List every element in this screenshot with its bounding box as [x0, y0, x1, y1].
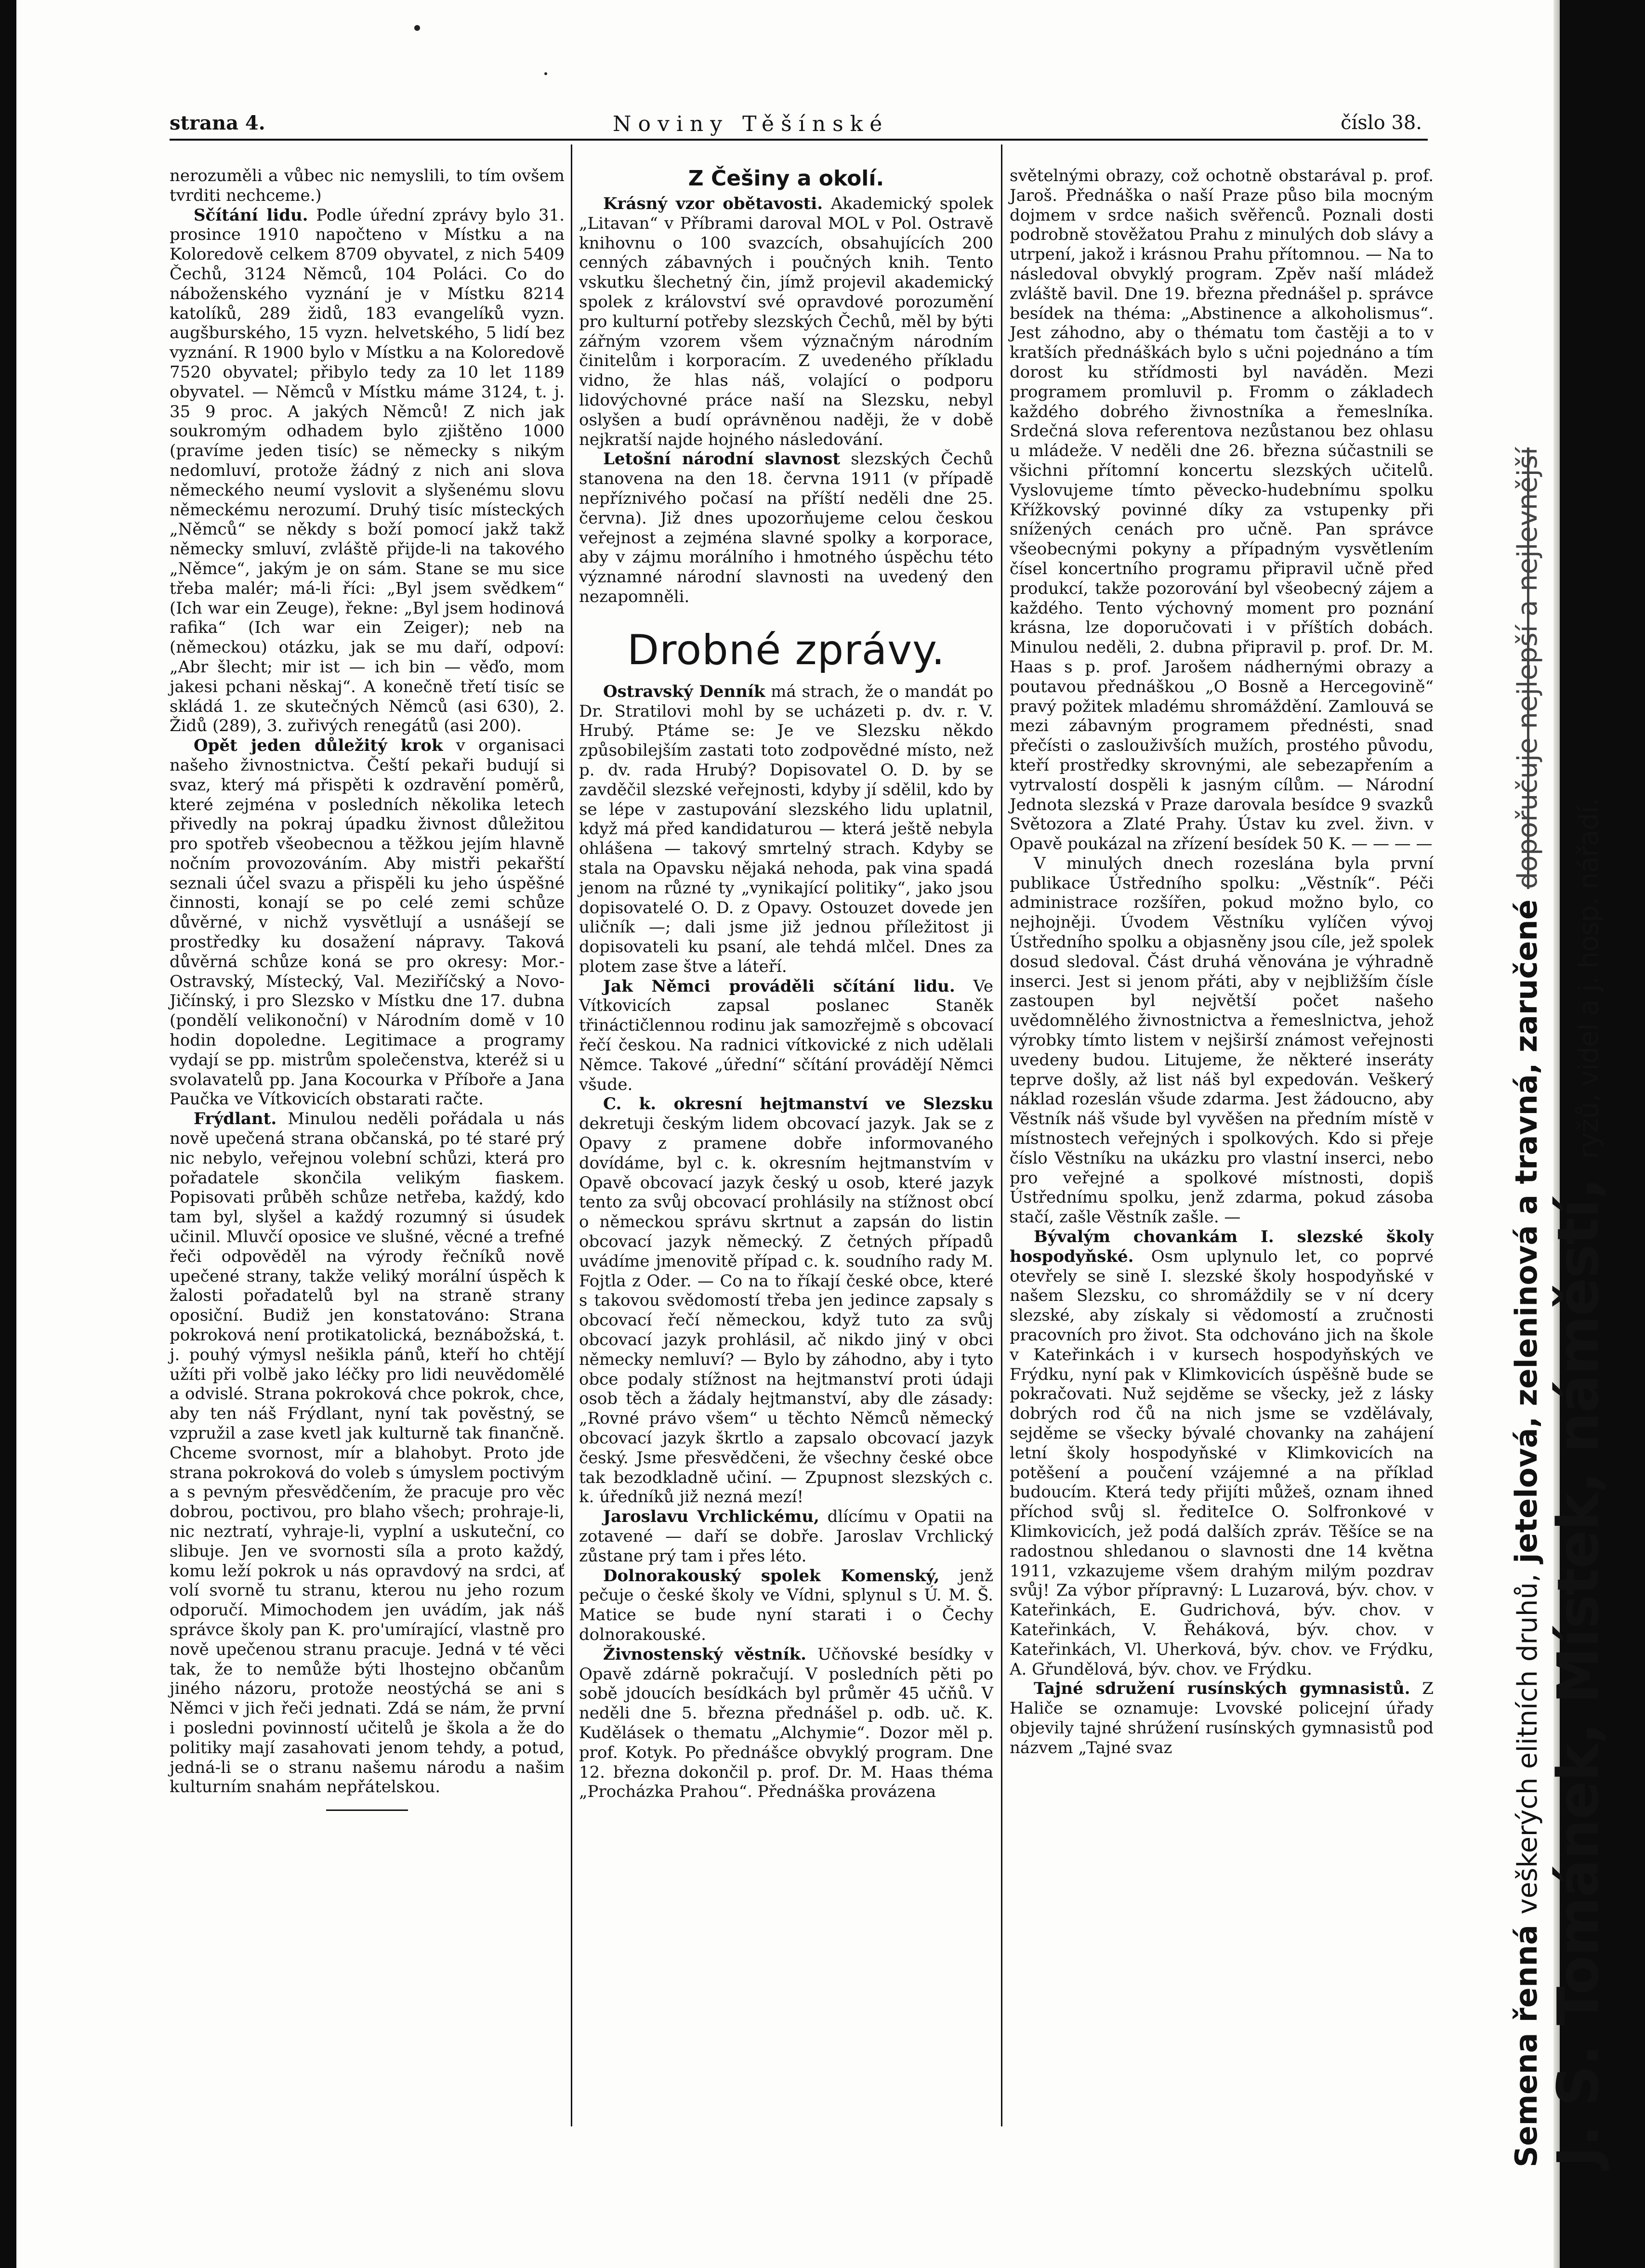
newspaper-title: Noviny Těšínské — [613, 112, 889, 136]
article-heading: Bývalým chovankám I. slezské školy hospodyňské. — [1010, 1227, 1434, 1266]
section-title-drobne-zpravy: Drobné zprávy. — [627, 626, 946, 674]
print-speck — [414, 25, 420, 31]
column-2 — [579, 166, 993, 1802]
column-divider-1 — [571, 144, 572, 2126]
column-divider-2 — [1001, 144, 1002, 2126]
article-paragraph: Tajné sdružení rusínských gymnasistů. Z Haliče se oznamuje: Lvovské policejní úřady objevily tajné shrúžení rusínských gymnasistů pod názvem „Tajné svaz — [1010, 1679, 1434, 1757]
article-paragraph: světelnými obrazy, což ochotně obstarával p. prof. Jaroš. Přednáška o naší Praze půso bila mocným dojmem v srdce našich svěřenců. Poznali dosti podrobně stověžatou Prahu z minulých dob slávy a utrpení, jakož i krásnou Prahu přítomnou. — Na to následoval obvyklý program. Zpěv naší mládež zvláště bavil. Dne 19. března přednášel p. správce besídek na théma: „Abstinence a alkoholismus“. Jest záhodno, aby o thématu tom častěji a to v kratších přednáškách bylo s učni pojednáno a tím dorost ku střídmosti byl naváděn. Mezi programem promluvil p. Fromm o základech každého dobrého živnostníka a řemeslníka. Srdečná slova referentova nezůstanou bez ohlasu u mládeže. V neděli dne 26. března súčastnili se všichni přítomní koncertu slezských učitelů. Vyslovujeme tímto pěvecko-hudebnímu spolku Křížkovský povinné díky za vstupenky při snížených cenách pro učně. Pan správce všeobecnými pokyny a případným vysvětlením čísel koncertního programu připravil učně před produkcí, takže pozorování byl všeobecný zájem a každého. Tento výchovný moment pro poznání krásna, lze doporučovati i v příštích dobách. Minulou neděli, 2. dubna připravil p. prof. Dr. M. Haas s p. prof. Jarošem nádhernými obrazy a poutavou přednáškou „O Bosně a Hercegovině“ pravý požitek mladému shromáždění. Zamlouvá se mezi zábavným programem přednésti, snad přečísti o zaslouživších mužích, prostého původu, kteří prostředky skrovnými, ale sebezapřením a vytrvalostí dospěli k jasným cílům. — Národní Jednota slezská v Praze darovala besídce 9 svazků Světozora a Zlaté Prahy. Ústav ku zvel. živn. v Opavě poukázal na zřízení besídek 50 K. — — — — — [1010, 166, 1434, 854]
article-paragraph: Jak Němci prováděli sčítání lidu. Ve Vítkovicích zapsal poslanec Staněk třináctičlennou rodinu jak samozřejmě s obcovací řečí českou. Na radnici vítkovické z nich udělali Němce. Takové „úřední“ sčítání provádějí Němci všude. — [579, 976, 993, 1094]
header-rule — [170, 139, 1428, 141]
article-heading: Živnostenský věstník. — [603, 1644, 807, 1664]
issue-number: číslo 38. — [1341, 112, 1422, 134]
article-heading: Jaroslavu Vrchlickému, — [603, 1507, 819, 1527]
article-end-rule — [326, 1809, 408, 1811]
article-heading: Opět jeden důležitý krok — [194, 736, 443, 756]
article-paragraph: Jaroslavu Vrchlickému, dlícímu v Opatii na zotavené — daří se dobře. Jaroslav Vrchlický zůstane prý tam i přes léto. — [579, 1507, 994, 1566]
article-paragraph: Dolnorakouský spolek Komenský, jenž pečuje o české školy ve Vídni, splynul s Ú. M. Š. Matice se bude nyní starati i o Čechy dolnorakouské. — [579, 1566, 993, 1644]
ad-faded-text: dopořučuje nejlepší a nejlevnější — [1512, 447, 1543, 889]
page-number: strana 4. — [170, 112, 265, 134]
article-heading: Frýdlant. — [194, 1109, 277, 1129]
article-paragraph: V minulých dnech rozeslána byla první publikace Ústředního spolku: „Věstník“. Péči administrace rozšířen, pokud možno bylo, co nejhojněji. Úvodem Věstníku vylíčen vývoj Ústředního spolku a objasněny jsou cíle, jež spolek dosud sledoval. Část druhá věnována je výhradně inserci. Jest si jenom přáti, aby v nejbližším čísle zastoupen byl největší počet našeho uvědomnělého živnostnictva a řemeslnictva, jehož výrobky tímto listem v nejširší známost veřejnosti uvedeny budou. Litujeme, že některé inseráty teprve došly, až list náš byl expedován. Veškerý náklad rozeslán všude zdarma. Jest žádoucno, aby Věstník náš všude byl vyvěšen na předním místě v místnostech veřejných i spolkových. Kdo si přeje číslo Věstníku na ukázku pro vlastní inserci, nebo pro veřejné a spolkové místnosti, dopiš Ústřednímu spolku, jenž zdarma, pokud zásoba stačí, zašle Věstník zašle. — — [1010, 853, 1434, 1227]
article-paragraph: Ostravský Denník má strach, že o mandát po Dr. Stratilovi mohl by se ucházeti p. dv. r. V. Hrubý. Ptáme se: Je ve Slezsku někdo způsobilejším zastati toto zodpovědné místo, než p. dv. rada Hrubý? Dopisovatel O. D. by se zavděčil slezské veřejnosti, kdyby jí sdělil, kdo by se lépe v zastupování slezského lidu uplatnil, když má před kandidaturou — která ještě nebyla ohlášena — takový smrtelný strach. Kdyby se stala na Opavsku nějaká nehoda, pak vina spadá jenom na různé ty „vynikající politiky“, jako jsou dopisovatelé O. D. z Opavy. Ostouzet dovede jen uličník —; dali jsme již jednou příležitost ji dopisovateli ku psaní, ale tehdá mlčel. Dnes za plotem zase štve a láteří. — [579, 682, 994, 976]
article-paragraph: C. k. okresní hejtmanství ve Slezsku dekretuji českým lidem obcovací jazyk. Jak se z Opavy z pramene dobře informovaného dovídáme, byl c. k. okresním hejtmanstvím v Opavě obcovací jazyk český u osob, které jazyk tento za svůj obcovací prohlásily na stížnost obcí o německou správu skrtnut a zapsán do listin obcovací jazyk německý. Z četných případů uvádíme jmenovitě případ c. k. soudního rady M. Fojtla z Oder. — Co na to říkají české obce, které s takovou svědomostí třeba jen jedince zapsaly s obcovací řečí německou, když tuto za svůj obcovací jazyk prohlásil, ač nikdo jiný v obci německy nemluví? — Bylo by záhodno, aby i tyto obce podaly stížnost na hejtmanství proti údaji osob těch a žádaly hejtmanství, aby dle zásady: „Rovné právo všem“ u těchto Němců německý obcovací jazyk škrtlo a zapsalo obcovací jazyk český. Jsme přesvědčeni, že všechny české obce tak bezodkladně učiní. — Zpupnost slezských c. k. úředníků již nezná mezí! — [579, 1094, 993, 1507]
column-1 — [170, 166, 565, 1811]
article-paragraph: Opět jeden důležitý krok v organisaci našeho živnostnictva. Čeští pekaři budují si svaz, který má přispěti k ozdravění poměrů, které zejména v posledních několika letech přivedly na pokraj úpadku živnost důležitou pro spotřeb všeobecnou a těžkou jejím hlavně nočním provozováním. Aby mistři pekařští seznali účel svazu a přispěli ku jeho úspěšné činnosti, konají se po celé zemi schůze důvěrné, v nichž vysvětlují a usnášejí se prostředky ku dosažení nápravy. Taková důvěrná schůze koná se pro okresy: Mor.-Ostravský, Místecký, Val. Meziříčský a Novo-Jičínský, i pro Slezsko v Místku dne 17. dubna (pondělí velikonoční) v Národním domě v 10 hodin dopoledne. Legitimace a programy vydají se pp. mistrům společenstva, kteréž si u svolavatelů pp. Jana Kocourka v Příboře a Jana Paučka ve Vítkovicích obstarati račte. — [170, 736, 565, 1109]
column-3 — [1010, 166, 1434, 1758]
article-heading: Dolnorakouský spolek Komenský, — [603, 1566, 940, 1586]
article-heading: Ostravský Denník — [603, 682, 765, 701]
article-paragraph: Sčítání lidu. Podle úřední zprávy bylo 31. prosince 1910 napočteno v Místku a na Koloredově celkem 8709 obyvatel, z nich 5409 Čechů, 3124 Němců, 104 Poláci. Co do náboženského vyznání je v Místku 8214 katolíků, 289 židů, 183 evangelíků vyzn. augšburského, 15 vyzn. helvetského, 5 lidí bez vyznání. R 1900 bylo v Místku a na Koloredově 7520 obyvatel; přibylo tedy za 10 let 1189 obyvatel. — Němců v Místku máme 3124, t. j. 35 9 proc. A jakých Němců! Z nich jak soukromým odhadem bylo zjištěno 1000 (pravíme jeden tisíc) se německy s nikým nedomluví, protože žádný z nich ani slova německého neumí vyslovit a slyšenému slovu německému nerozumí. Druhý tisíc místeckých „Němců“ se někdy s boží pomocí jakž takž německy smluví, zvláště přijde-li na takového „Němce“, jakým je on sám. Stane se mu sice třeba malér; má-li říci: „Byl jsem svědkem“ (Ich war ein Zeuge), řekne: „Byl jsem hodinová rafika“ (Ich war ein Zeiger); neb na (německou) otázku, jak se mu daří, odpoví: „Abr šlecht; mir ist — ich bin — věďo, mom jakesi pchani něskaj“. A konečně třetí tisíc se skládá 1. ze skutečných Němců (asi 630), 2. Židů (289), 3. zuřivých renegátů (asi 200). — [170, 205, 565, 736]
article-paragraph: Bývalým chovankám I. slezské školy hospodyňské. Osm uplynulo let, co poprvé otevřely se sině I. slezské školy hospodyňské v našem Slezsku, co shromáždily se v ní dcery slezské, aby získaly si vědomostí a zručnosti pracovních pro život. Sta odchováno jich na škole v Kateřinkách i v kursech hospodyňských ve Frýdku, nyní pak v Klimkovicích úspěšně bude se pokračovati. Nuž sejděme se všecky, jež z lásky dobrých rod čů na nich jsme se vzdělávaly, sejděme se všecky bývalé chovanky na zahájení letní školy hospodyňské v Klimkovicích na potěšení a poučení vzájemné a na příklad budoucím. Která tedy přijíti můžeš, oznam ihned příchod svůj sl. řediteIce O. Solfronkové v Klimkovicích, jež podá dalších zpráv. Těšíce se na radostnou shledanou o slavnosti dne 14 května 1911, vzkazujeme všem drahým milým pozdrav svůj! Za výbor přípravný: L Luzarová, býv. chov. v Kateřinkách, E. Gudrichová, býv. chov. v Kateřinkách, V. Řeháková, býv. chov. v Kateřinkách, Vl. Uherková, býv. chov. ve Frýdku, A. Gřundělová, býv. chov. ve Frýdku. — [1010, 1227, 1434, 1679]
article-paragraph: Letošní národní slavnost slezských Čechů stanovena na den 18. června 1911 (v případě nepříznivého počasí na příští neděli dne 25. června). Již dnes upozorňujeme celou českou veřejnost a zejména slavné spolky a korporace, aby v zájmu morálního i hmotného úspěchu této významné národní slavnosti na uvedený den nezapomněli. — [579, 449, 993, 606]
scan-border-left — [0, 0, 16, 2268]
article-heading: Sčítání lidu. — [194, 205, 308, 225]
article-heading: Krásný vzor obětavosti. — [603, 194, 823, 213]
ad-line-seeds: Semena řenná veškerých elitních druhů, jetelová, zeleninová a travná, zaručené dopořučuje nejlepší a nejlevnější — [1509, 447, 1544, 2167]
article-paragraph: Krásný vzor obětavosti. Akademický spolek „Litavan“ v Příbrami daroval MOL v Pol. Ostravě knihovnu o 100 svazcích, obsahujících 200 cenných zábavných i poučných knih. Tento vskutku šlechetný čin, jímž projevil akademický spolek z království své opravdové porozumění pro kulturní potřeby slezských Čechů, měl by býti zářným vzorem všem význačným národním činitelům i korporacím. Z uvedeného příkladu vidno, že hlas náš, volající o podporu lidovýchovné práce naší na Slezsku, nebyl oslyšen a budí oprávněnou naději, že v době nejkratší najde hojného následování. — [579, 194, 993, 449]
article-heading: Jak Němci prováděli sčítání lidu. — [603, 976, 955, 996]
section-title: Z Češiny a okolí. — [688, 166, 884, 191]
page-header — [170, 112, 1422, 141]
print-speck — [544, 72, 547, 75]
article-paragraph: Frýdlant. Minulou neděli pořádala u nás nově upečená strana občanská, po té staré prý nic nebylo, veřejnou volební schůzi, která pro pořadatele skončila velikým fiaskem. Popisovati průběh schůze netřeba, každý, kdo tam byl, slyšel a každý rozumný si úsudek učinil. Mluvčí oposice ve slušné, věcné a trefné řeči odpověděl na výrody řečníků nově upečené strany, takže veliký morální úspěch k žalosti pořadatelů byl na straně strany oposiční. Budiž jen konstatováno: Strana pokroková není protikatolická, beznábožská, t. j. pouhý výmysl nešikla pánů, kteří ho chtějí užíti při volbě jako léčky pro lidi neuvědomělé a odvislé. Strana pokroková chce pokrok, chce, aby ten náš Frýdlant, nyní tak pověstný, se vzpružil a zase kvetl jak kulturně tak finančně. Chceme svornost, mír a blahobyt. Proto jde strana pokroková do voleb s úmyslem poctivým a s pevným přesvědčením, že pracuje pro věc dobrou, poctivou, pro blaho všech; prohraje-li, nic neztratí, vyhraje-li, vyplní a uskuteční, co slibuje. Jen ve svornosti síla a proto každý, komu leží pokrok u nás opravdový na srdci, ať volí svorně tu stranu, kterou nu jeho rozum odporučí. Mimochodem jen uvádím, jak náš správce školy pan K. pro'umírající, vlastně pro nově upečenou stranu pracuje. Jedná v té věci tak, že to nemůže býti lhostejno občanům jiného názoru, protože neostýchá se ani s Němci v jich řeči jednati. Zdá se nám, že první i posledni povinností učitelů je škola a že do politiky mají zasahovati jenom tehdy, a potud, jedná-li se o stranu našemu národu a našim kulturním snahám nepřátelskou. — [170, 1109, 565, 1797]
side-advertisement — [1508, 241, 1611, 2167]
article-paragraph: nerozuměli a vůbec nic nemyslili, to tím ovšem tvrditi nechceme.) — [170, 166, 565, 205]
ad-line-merchant: J. S. Tománek, Místek, náměstí, ryžů, videl a j. hosp. nářadí. — [1545, 798, 1611, 2167]
article-heading: C. k. okresní hejtmanství ve Slezsku — [603, 1094, 993, 1114]
article-heading: Tajné sdružení rusínských gymnasistů. — [1034, 1679, 1410, 1699]
article-heading: Letošní národní slavnost — [603, 449, 841, 469]
article-paragraph: Živnostenský věstník. Učňovské besídky v Opavě zdárně pokračují. V posledních pěti po sobě jdoucích besídkách byl průměr 45 učňů. V neděli dne 5. března přednášel p. odb. uč. K. Kudělásek o thematu „Alchymie“. Dozor měl p. prof. Kotyk. Po přednášce obvyklý program. Dne 12. března dokončil p. prof. Dr. M. Haas théma „Procházka Prahou“. Přednáška provázena — [579, 1644, 993, 1802]
